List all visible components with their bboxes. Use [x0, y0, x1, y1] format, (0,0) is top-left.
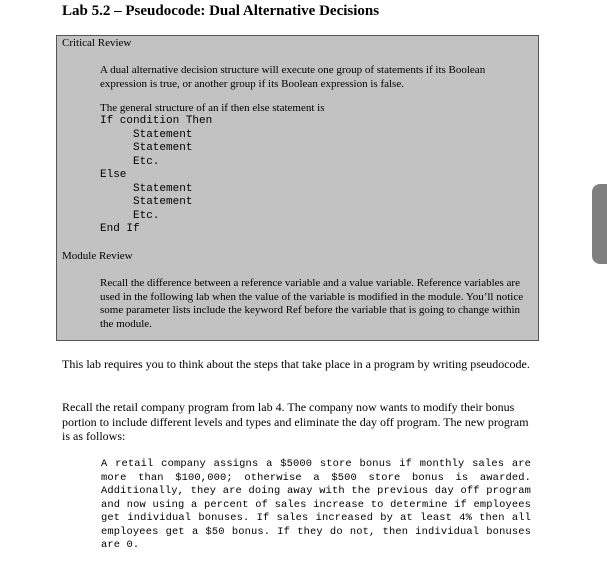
module-review-text: Recall the difference between a reference variable and a value variable. Reference variables are used in the following lab when the value of the variable is modified in the module. You’ll notice some parameter lists include the keyword Ref before the variable that is going to change within the module. — [100, 277, 524, 330]
critical-review-label: Critical Review — [62, 37, 132, 49]
review-box — [56, 35, 539, 341]
structure-intro: The general structure of an if then else statement is — [100, 102, 325, 114]
critical-review-intro: A dual alternative decision structure will execute one group of statements if its Boolean expression is true, or another group if its Boolean expression is false. — [100, 64, 486, 90]
code-line: Statement — [100, 128, 193, 141]
code-line: Statement — [100, 182, 193, 195]
code-line: Statement — [100, 142, 193, 154]
module-review-label: Module Review — [62, 250, 133, 262]
code-line: Statement — [100, 196, 193, 208]
if-else-structure-code — [100, 115, 212, 237]
code-line: If condition Then — [100, 115, 213, 127]
lab-title: Lab 5.2 – Pseudocode: Dual Alternative Decisions — [62, 3, 380, 19]
code-line: Etc. — [100, 155, 160, 168]
code-line: Etc. — [100, 209, 160, 222]
intro-paragraph: This lab requires you to think about the steps that take place in a program by writing pseudocode. — [62, 357, 530, 371]
retail-recall-paragraph: Recall the retail company program from lab 4. The company now wants to modify their bonus portion to include different levels and types and eliminate the day off program. The new program is as follows: — [62, 400, 529, 443]
code-line: End If — [100, 223, 140, 235]
code-line: Else — [100, 169, 127, 181]
side-scroll-tab[interactable] — [592, 184, 607, 264]
problem-statement: A retail company assigns a $5000 store bonus if monthly sales are more than $100,000; otherwise a $500 store bonus is awarded. Additionally, they are doing away with the previous day off program and now using a percent of sales increase to determine if employees get individual bonuses. If sales increased by at least 4% then all employees get a $50 bonus. If they do not, then individual bonuses are 0. — [101, 458, 531, 551]
